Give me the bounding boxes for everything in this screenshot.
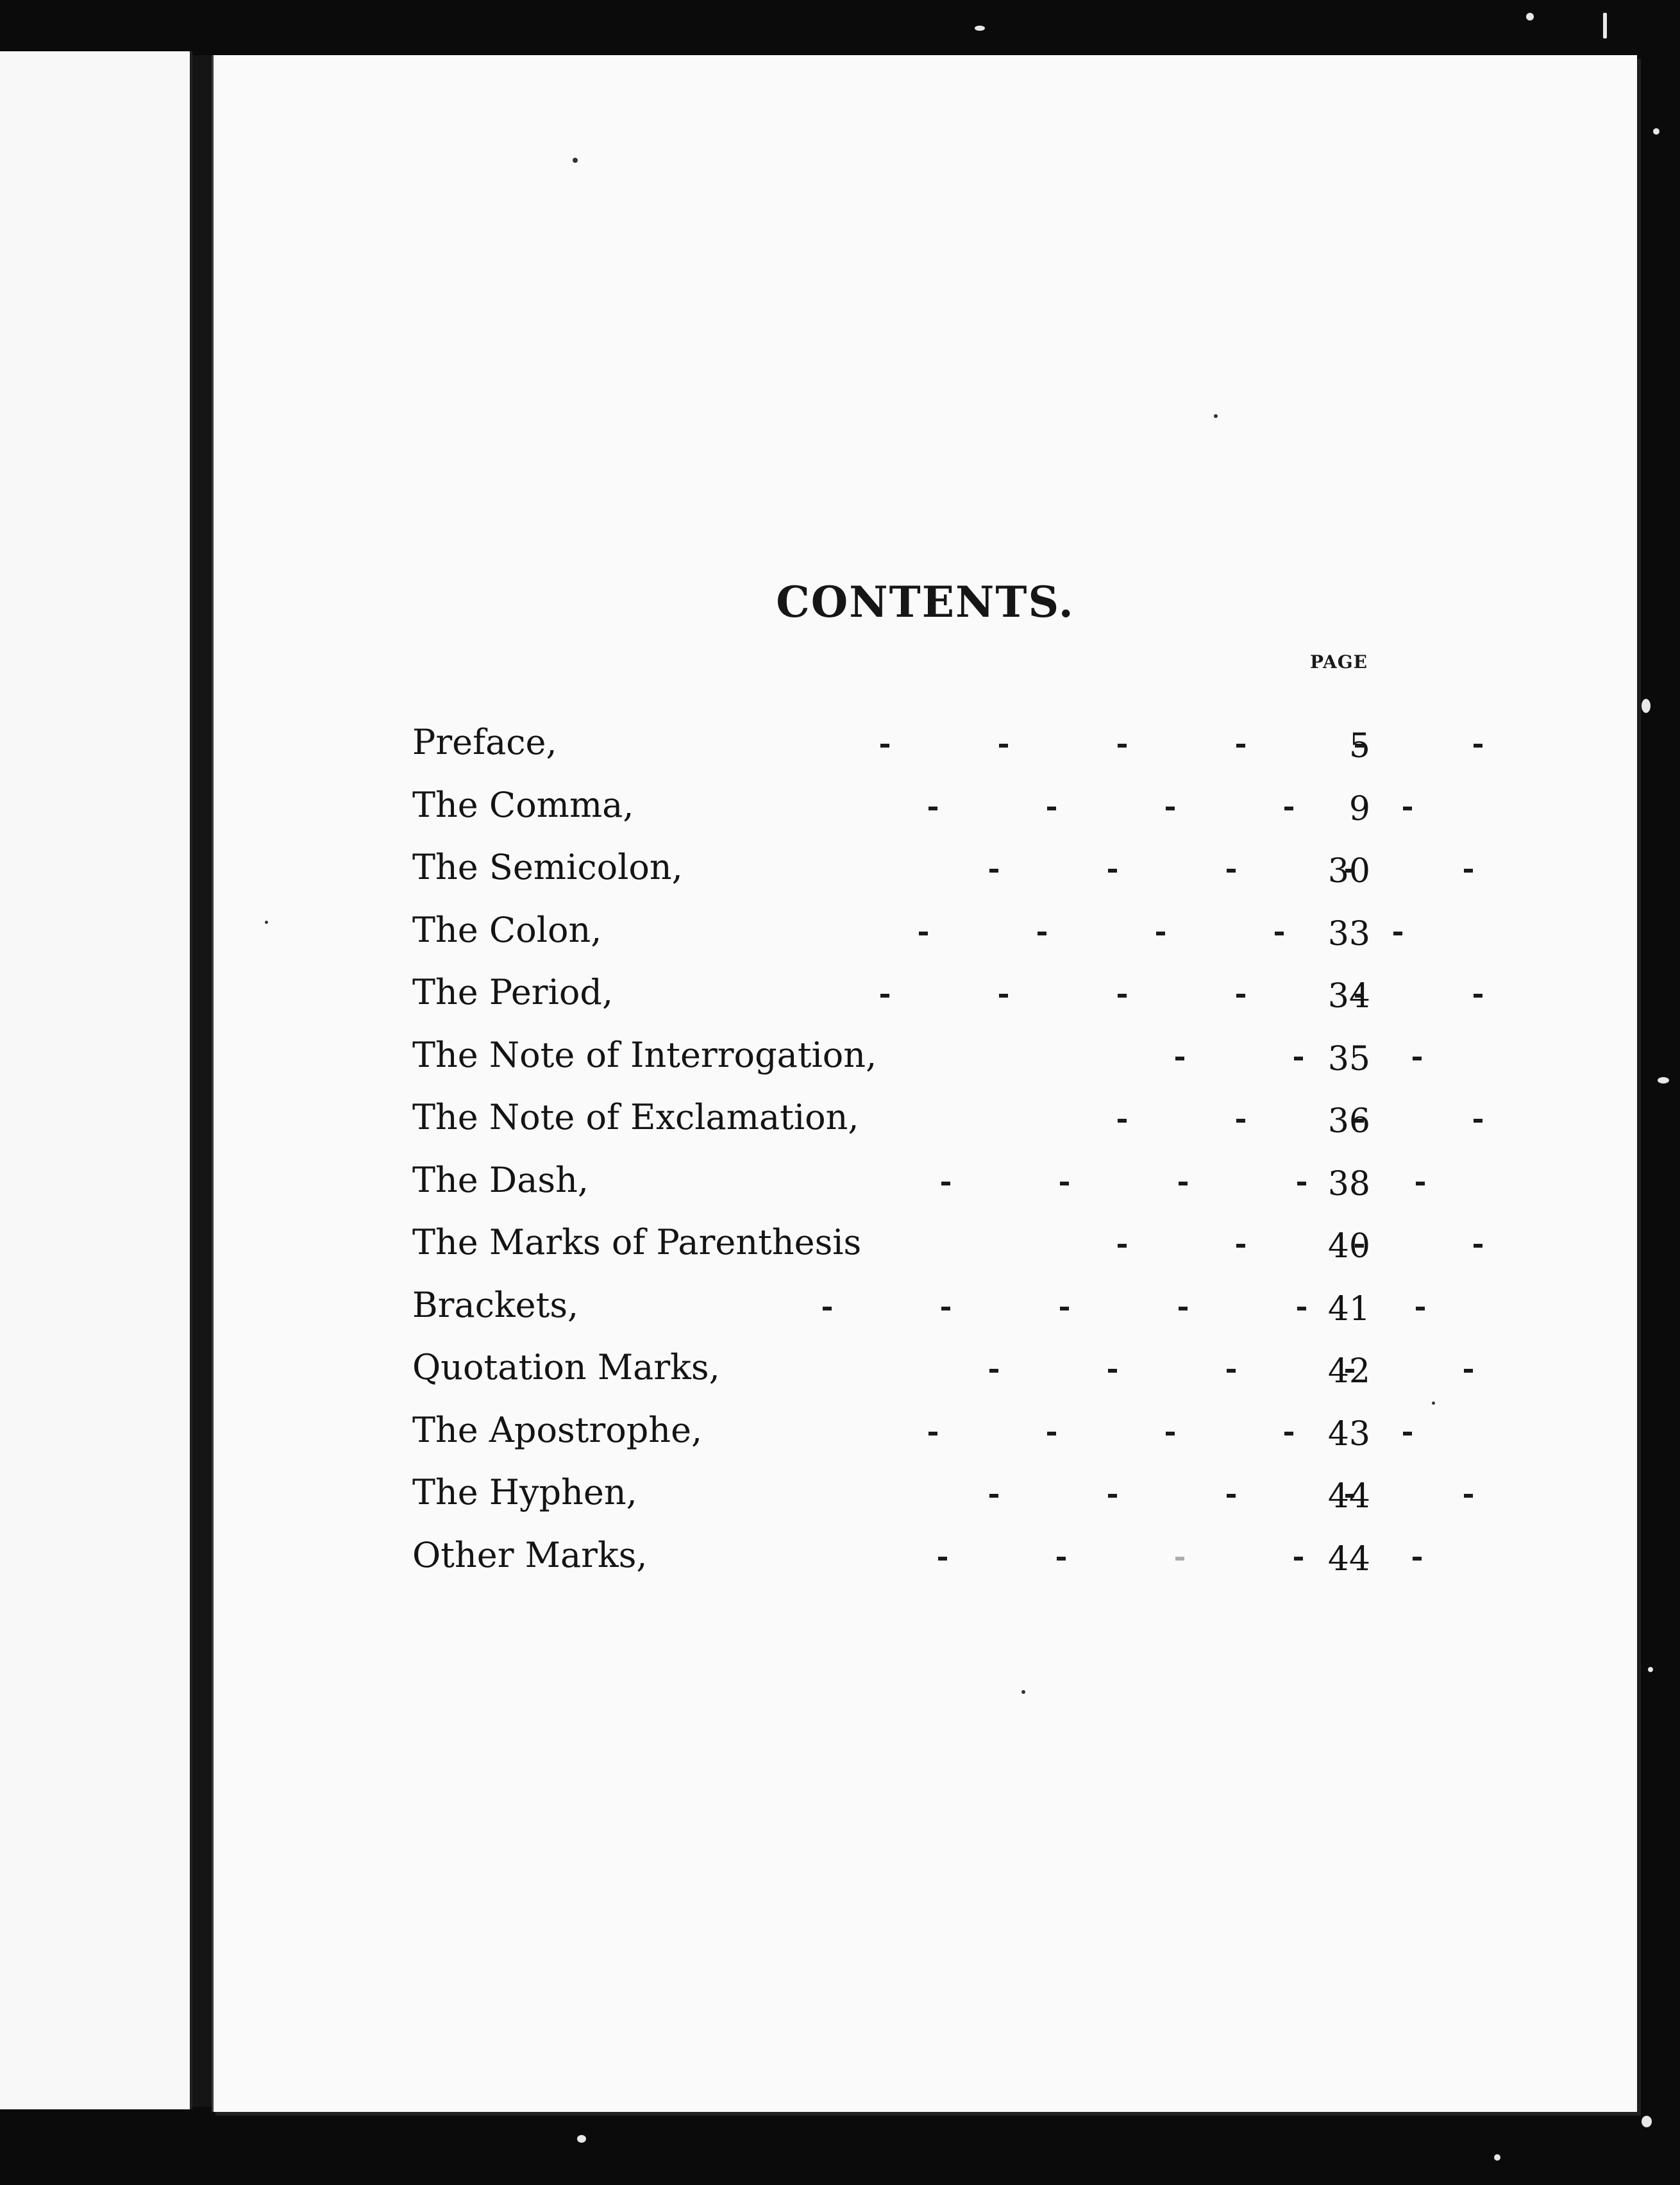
paper-speck [573,158,578,163]
toc-entry [412,1410,1374,1473]
leader-dot [1037,932,1046,935]
leader-dot [1118,994,1127,998]
leader-dot [1464,1369,1473,1373]
scan-speck [975,26,985,31]
paper-speck [1432,1402,1435,1405]
toc-entry-page: 38 [1327,1164,1370,1203]
contents-page [212,55,1637,2112]
leader-dot [938,1557,947,1561]
toc-entry-title: The Colon, [412,909,602,950]
toc-entry-title: The Marks of Parenthesis [412,1222,862,1262]
toc-entry [412,1347,1374,1410]
leader-dot [1416,1182,1425,1185]
toc-entry-page: 36 [1327,1102,1370,1141]
toc-entry [412,910,1374,973]
toc-entry [412,1535,1374,1598]
leader-dot [1236,994,1245,998]
leader-dot [1047,807,1056,810]
leader-dot [1118,1119,1127,1123]
leader-dot [1474,994,1483,998]
leader-dot [1166,1432,1175,1436]
leader-dot [1108,1494,1117,1498]
paper-speck [265,921,268,924]
leader-dot [1236,1119,1245,1123]
toc-entry-title: The Note of Exclamation, [412,1097,859,1137]
leader-dot [1179,1307,1188,1310]
leader-dot [999,744,1008,748]
leader-dot [1227,869,1236,873]
toc-entry-page: 34 [1327,977,1370,1016]
toc-entry [412,1097,1374,1160]
leader-dot [1156,932,1165,935]
leader-dot [1413,1057,1422,1060]
leader-dot [919,932,928,935]
leader-dot [1175,1557,1184,1561]
toc-entry-title: Other Marks, [412,1534,648,1575]
scan-speck [1642,699,1651,713]
scan-speck [1603,13,1607,38]
leader-dot [1118,744,1127,748]
toc-entry [412,972,1374,1035]
leader-dot [1474,744,1483,748]
leader-dot [1413,1557,1422,1561]
leader-dot [989,1494,998,1498]
toc-entry-page: 40 [1327,1227,1370,1266]
leader-dot [1057,1557,1066,1561]
toc-entry-page: 30 [1327,852,1370,891]
leader-dot [1403,1432,1412,1436]
toc-entry-page: 41 [1327,1289,1370,1328]
toc-entry-page: 42 [1327,1352,1370,1391]
scan-speck [1494,2154,1500,2161]
toc-entry-page: 5 [1348,727,1370,766]
leader-dot [1403,807,1412,810]
toc-entry [412,847,1374,910]
toc-entry-title: Quotation Marks, [412,1347,720,1387]
leader-dot [1166,807,1175,810]
toc-entry-page: 44 [1327,1539,1370,1578]
leader-dot [1275,932,1284,935]
leader-dot [1284,807,1293,810]
toc-entry [412,1472,1374,1535]
paper-speck [1021,1690,1025,1694]
leader-dot [1118,1244,1127,1248]
scan-speck [577,2135,586,2143]
leader-dot [880,994,889,998]
toc-entry-page: 33 [1327,914,1370,953]
toc-entry-title: The Period, [412,972,614,1012]
leader-dot [1464,869,1473,873]
leader-dot [1236,744,1245,748]
toc-entry [412,1285,1374,1348]
toc-entry-title: Brackets, [412,1284,579,1325]
toc-entry [412,1160,1374,1223]
paper-speck [1214,414,1218,418]
leader-dot [1227,1369,1236,1373]
leader-dot [1297,1307,1306,1310]
leader-dot [1236,1244,1245,1248]
toc-entry-title: The Apostrophe, [412,1409,703,1450]
leader-dot [1284,1432,1293,1436]
leader-dot [1175,1057,1184,1060]
leader-dot [941,1307,950,1310]
leader-dot [1294,1057,1303,1060]
toc-entry-title: Preface, [412,722,557,762]
leader-dot [1179,1182,1188,1185]
toc-entry-page: 35 [1327,1039,1370,1078]
leader-dot [823,1307,832,1310]
toc-entry [412,1035,1374,1098]
toc-entry-page: 44 [1327,1477,1370,1516]
leader-dot [1464,1494,1473,1498]
leader-dot [1108,869,1117,873]
toc-entry-title: The Note of Interrogation, [412,1034,877,1075]
toc-entry [412,722,1374,785]
toc-entry-title: The Dash, [412,1159,589,1200]
leader-dot [989,1369,998,1373]
toc-entry-page: 43 [1327,1414,1370,1453]
toc-entry-title: The Hyphen, [412,1472,637,1512]
book-gutter [192,55,212,2107]
toc-entry-title: The Comma, [412,784,634,825]
leader-dot [1294,1557,1303,1561]
leader-dot [1060,1182,1069,1185]
leader-dot [1416,1307,1425,1310]
page-title: CONTENTS. [776,577,1075,628]
leader-dot [1297,1182,1306,1185]
scan-speck [1653,128,1659,135]
leader-dot [1474,1119,1483,1123]
toc-entry [412,785,1374,848]
leader-dot [928,807,937,810]
leader-dot [1047,1432,1056,1436]
leader-dot [928,1432,937,1436]
leader-dot [989,869,998,873]
toc-entry [412,1222,1374,1285]
leader-dot [1227,1494,1236,1498]
leader-dot [1393,932,1402,935]
leader-dot [1060,1307,1069,1310]
scan-speck [1642,2116,1652,2127]
leader-dot [880,744,889,748]
toc-entry-title: The Semicolon, [412,847,683,887]
scan-speck [1526,13,1534,21]
leader-dot [1108,1369,1117,1373]
page-column-label: PAGE [1310,651,1368,673]
table-of-contents [412,722,1374,1597]
leader-dot [1474,1244,1483,1248]
facing-page-edge [0,51,192,2109]
toc-entry-page: 9 [1348,789,1370,828]
leader-dot [941,1182,950,1185]
leader-dot [999,994,1008,998]
scan-speck [1658,1077,1669,1084]
scan-speck [1648,1667,1653,1672]
